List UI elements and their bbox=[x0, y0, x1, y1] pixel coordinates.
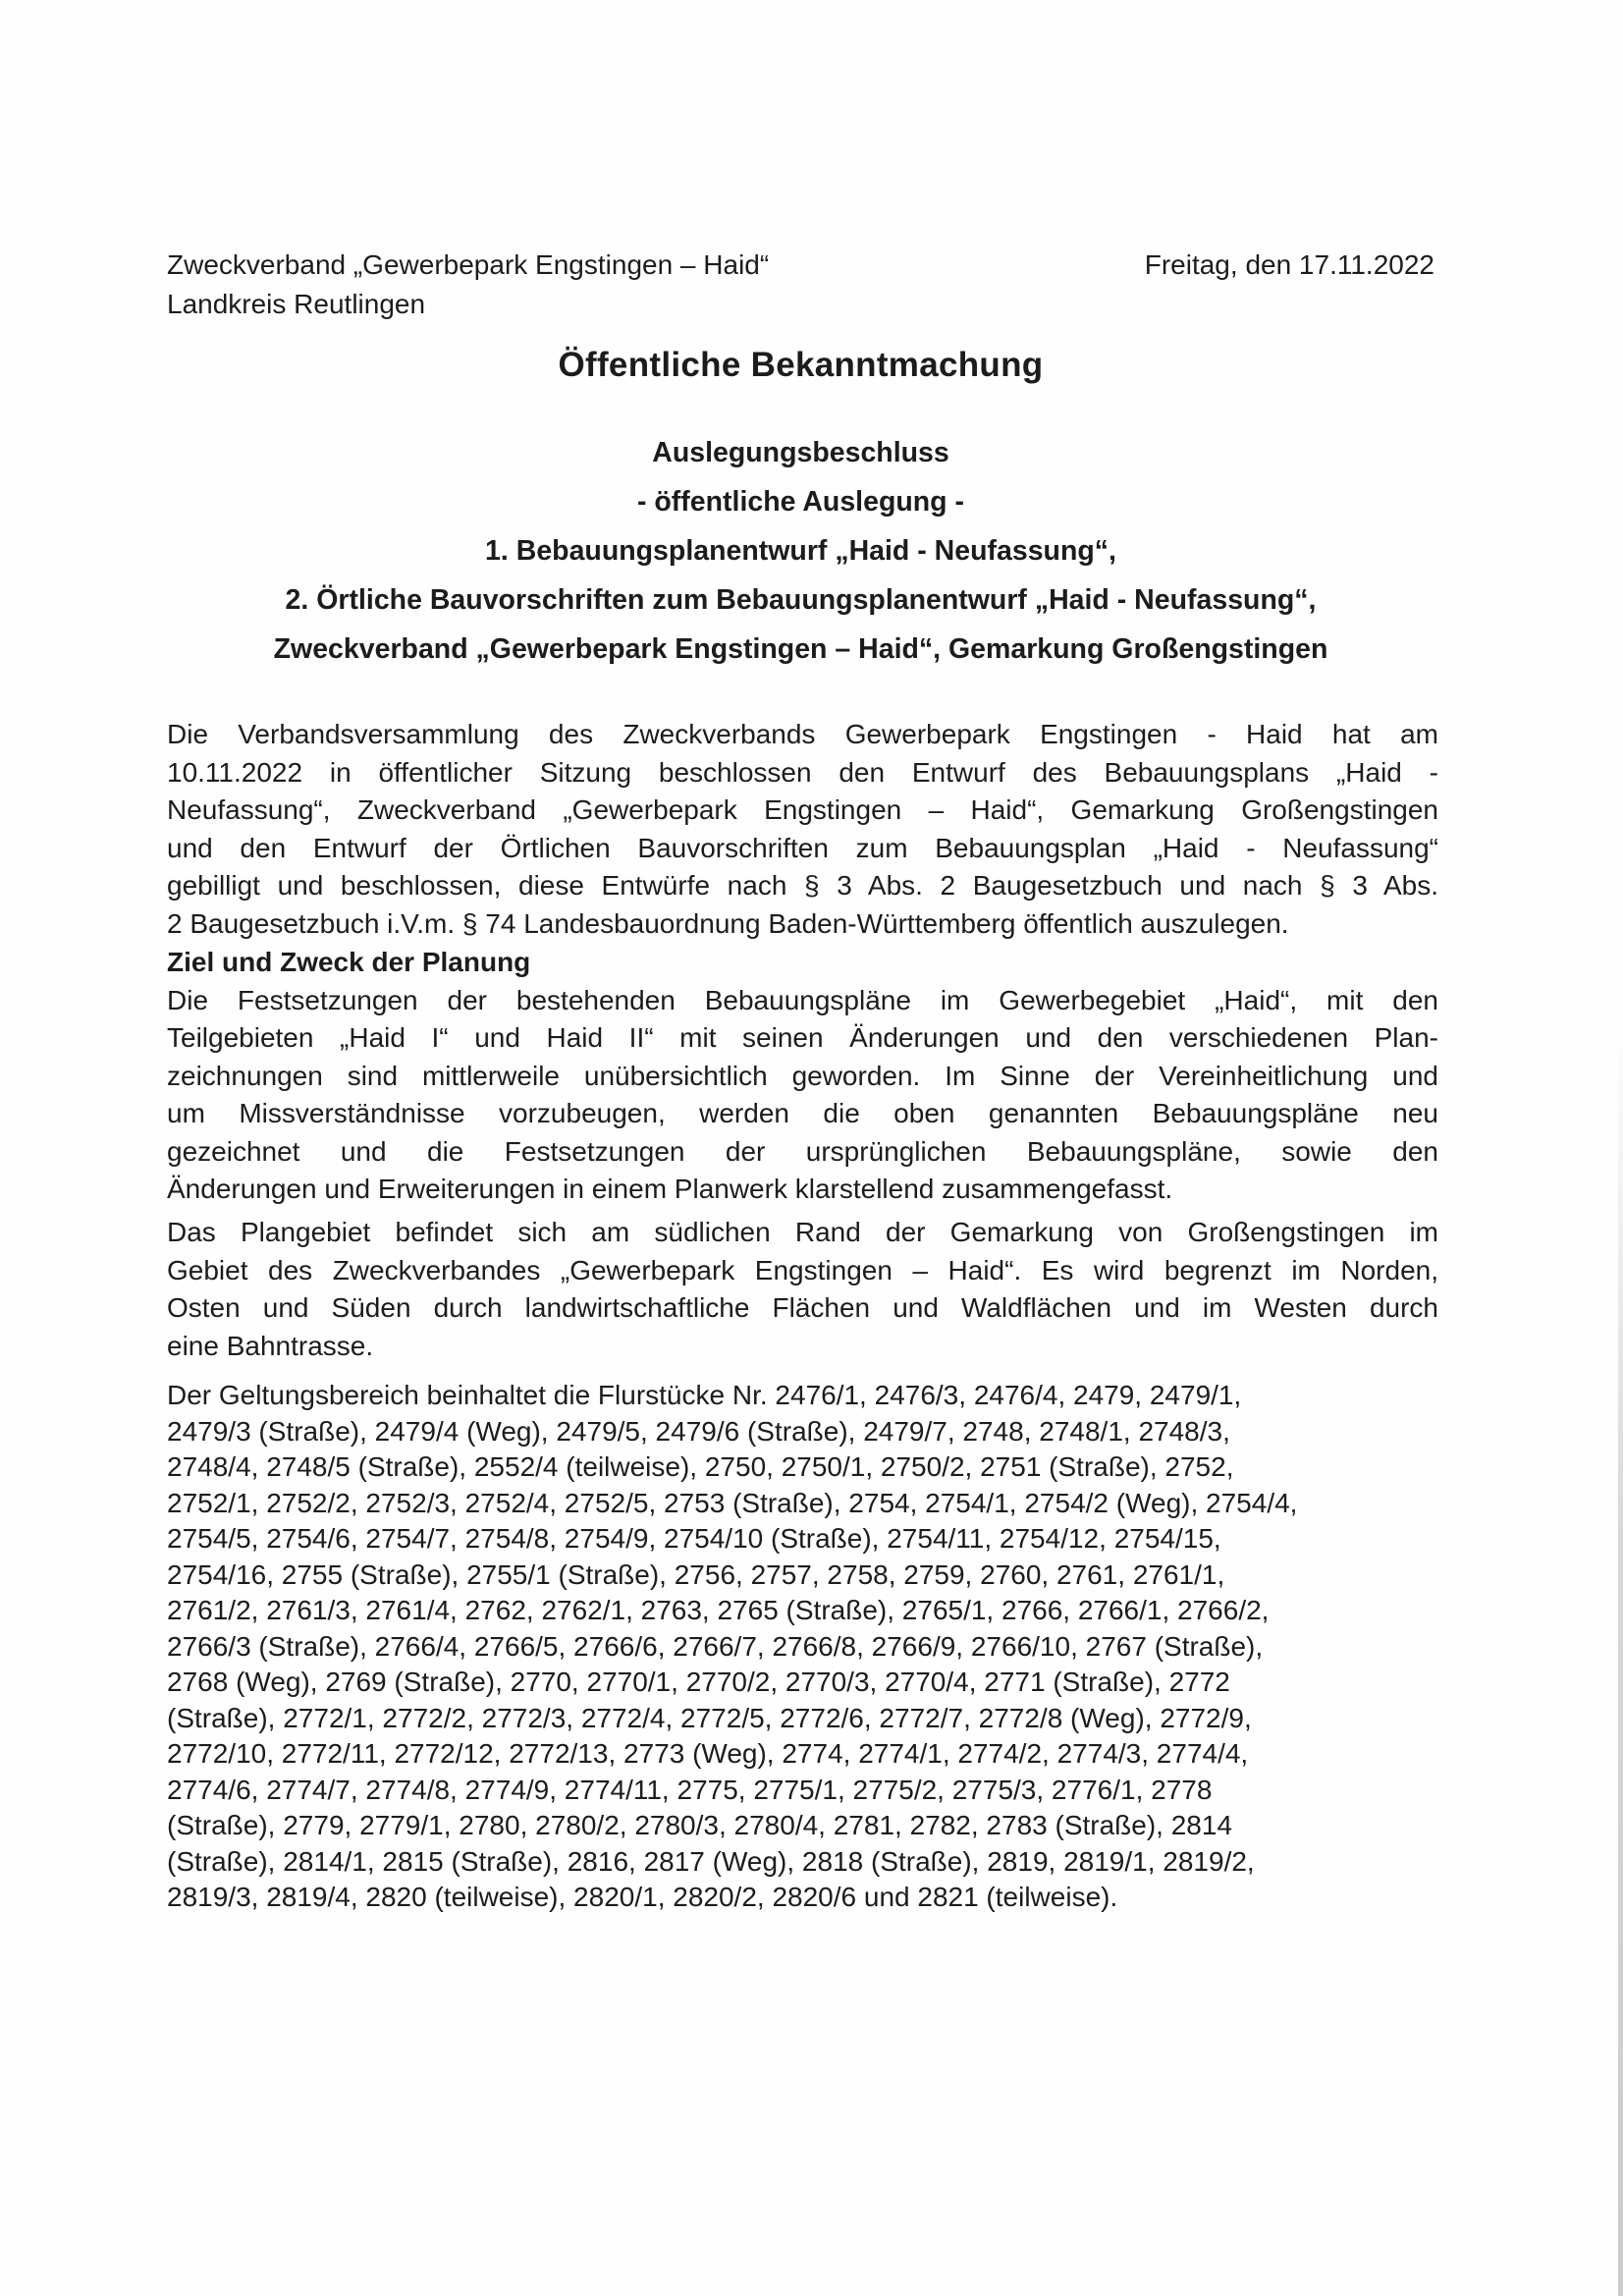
paragraph-intro bbox=[167, 716, 1438, 943]
text-line: eine Bahntrasse. bbox=[167, 1330, 374, 1361]
text-line: 2774/6, 2774/7, 2774/8, 2774/9, 2774/11, 2775, 2775/1, 2775/2, 2775/3, 2776/1, 2778 bbox=[167, 1774, 1213, 1805]
letterhead-row-2 bbox=[167, 285, 1434, 324]
text-line: und den Entwurf der Örtlichen Bauvorschriften zum Bebauungsplan „Haid - Neufassung“ bbox=[167, 832, 1438, 863]
text-line: (Straße), 2779, 2779/1, 2780, 2780/2, 2780/3, 2780/4, 2781, 2782, 2783 (Straße), 2814 bbox=[167, 1810, 1233, 1840]
letterhead bbox=[167, 246, 1434, 324]
text-line: 2761/2, 2761/3, 2761/4, 2762, 2762/1, 2763, 2765 (Straße), 2765/1, 2766, 2766/1, 2766/2, bbox=[167, 1595, 1270, 1625]
page-title: Öffentliche Bekanntmachung bbox=[558, 346, 1044, 384]
text-line: Auslegungsbeschluss bbox=[652, 437, 949, 468]
paragraph-purpose bbox=[167, 982, 1438, 1209]
text-line: Osten und Süden durch landwirtschaftliche Flächen und Waldflächen und im Westen durch bbox=[167, 1292, 1438, 1323]
text-line: 2748/4, 2748/5 (Straße), 2552/4 (teilweise), 2750, 2750/1, 2750/2, 2751 (Straße), 2752, bbox=[167, 1451, 1234, 1482]
text-line: 2. Örtliche Bauvorschriften zum Bebauungsplanentwurf „Haid - Neufassung“, bbox=[285, 584, 1317, 616]
text-line: Zweckverband „Gewerbepark Engstingen – Haid“, Gemarkung Großengstingen bbox=[273, 633, 1328, 665]
text-line: gezeichnet und die Festsetzungen der ursprünglichen Bebauungspläne, sowie den bbox=[167, 1135, 1438, 1167]
text-line: 2754/16, 2755 (Straße), 2755/1 (Straße), 2756, 2757, 2758, 2759, 2760, 2761, 2761/1, bbox=[167, 1558, 1225, 1590]
section-purpose bbox=[167, 944, 1438, 1209]
text-line: Gebiet des Zweckverbandes „Gewerbepark Engstingen – Haid“. Es wird begrenzt im Norden, bbox=[167, 1254, 1438, 1285]
section-heading-purpose: Ziel und Zweck der Planung bbox=[167, 947, 531, 977]
text-line: 2479/3 (Straße), 2479/4 (Weg), 2479/5, 2479/6 (Straße), 2479/7, 2748, 2748/1, 2748/3, bbox=[167, 1415, 1230, 1447]
scan-edge-artifact bbox=[1618, 1021, 1623, 2296]
text-line: 2752/1, 2752/2, 2752/3, 2752/4, 2752/5, 2753 (Straße), 2754, 2754/1, 2754/2 (Weg), 2754/4, bbox=[167, 1487, 1298, 1518]
paragraph-parcels bbox=[167, 1378, 1438, 1916]
text-line: (Straße), 2814/1, 2815 (Straße), 2816, 2817 (Weg), 2818 (Straße), 2819, 2819/1, 2819/2, bbox=[167, 1845, 1255, 1877]
text-line: Das Plangebiet befindet sich am südlichen Rand der Gemarkung von Großengstingen im bbox=[167, 1217, 1438, 1247]
text-line: 2819/3, 2819/4, 2820 (teilweise), 2820/1, 2820/2, 2820/6 und 2821 (teilweise). bbox=[167, 1882, 1118, 1912]
text-line: Die Festsetzungen der bestehenden Bebauungspläne im Gewerbegebiet „Haid“, mit den bbox=[167, 984, 1438, 1015]
district: Landkreis Reutlingen bbox=[167, 289, 426, 319]
text-line: Änderungen und Erweiterungen in einem Planwerk klarstellend zusammengefasst. bbox=[167, 1174, 1173, 1204]
text-line: 2766/3 (Straße), 2766/4, 2766/5, 2766/6, 2766/7, 2766/8, 2766/9, 2766/10, 2767 (Straße), bbox=[167, 1630, 1264, 1662]
text-line: 2754/5, 2754/6, 2754/7, 2754/8, 2754/9, 2754/10 (Straße), 2754/11, 2754/12, 2754/15, bbox=[167, 1523, 1221, 1554]
org-name: Zweckverband „Gewerbepark Engstingen – Haid“ bbox=[167, 249, 770, 280]
text-line: 2772/10, 2772/11, 2772/12, 2772/13, 2773 (Weg), 2774, 2774/1, 2774/2, 2774/3, 2774/4, bbox=[167, 1738, 1249, 1769]
text-line: gebilligt und beschlossen, diese Entwürfe nach § 3 Abs. 2 Baugesetzbuch und nach § 3 Abs. bbox=[167, 870, 1438, 901]
text-line: 10.11.2022 in öffentlicher Sitzung beschlossen den Entwurf des Bebauungsplans „Haid - bbox=[167, 756, 1438, 788]
text-line: 2768 (Weg), 2769 (Straße), 2770, 2770/1, 2770/2, 2770/3, 2770/4, 2771 (Straße), 2772 bbox=[167, 1667, 1230, 1697]
text-line: zeichnungen sind mittlerweile unübersichtlich geworden. Im Sinne der Vereinheitlichung und bbox=[167, 1060, 1438, 1091]
text-line: (Straße), 2772/1, 2772/2, 2772/3, 2772/4, 2772/5, 2772/6, 2772/7, 2772/8 (Weg), 2772/9, bbox=[167, 1702, 1252, 1733]
letterhead-row-1 bbox=[167, 246, 1434, 285]
text-line: Teilgebieten „Haid I“ und Haid II“ mit seinen Änderungen und den verschiedenen Plan- bbox=[167, 1022, 1438, 1053]
date: Freitag, den 17.11.2022 bbox=[1144, 249, 1434, 280]
text-line: - öffentliche Auslegung - bbox=[636, 486, 964, 518]
subtitle-block bbox=[147, 428, 1454, 674]
paragraph-area bbox=[167, 1214, 1438, 1365]
text-line: Die Verbandsversammlung des Zweckverbands Gewerbepark Engstingen - Haid hat am bbox=[167, 719, 1438, 749]
text-line: 1. Bebauungsplanentwurf „Haid - Neufassung“, bbox=[485, 535, 1116, 567]
text-line: um Missverständnisse vorzubeugen, werden die oben genannten Bebauungspläne neu bbox=[167, 1098, 1438, 1128]
text-line: Der Geltungsbereich beinhaltet die Flurstücke Nr. 2476/1, 2476/3, 2476/4, 2479, 2479/1, bbox=[167, 1380, 1242, 1410]
text-line: 2 Baugesetzbuch i.V.m. § 74 Landesbauordnung Baden-Württemberg öffentlich auszulegen. bbox=[167, 907, 1289, 939]
text-line: Neufassung“, Zweckverband „Gewerbepark Engstingen – Haid“, Gemarkung Großengstingen bbox=[167, 794, 1438, 825]
